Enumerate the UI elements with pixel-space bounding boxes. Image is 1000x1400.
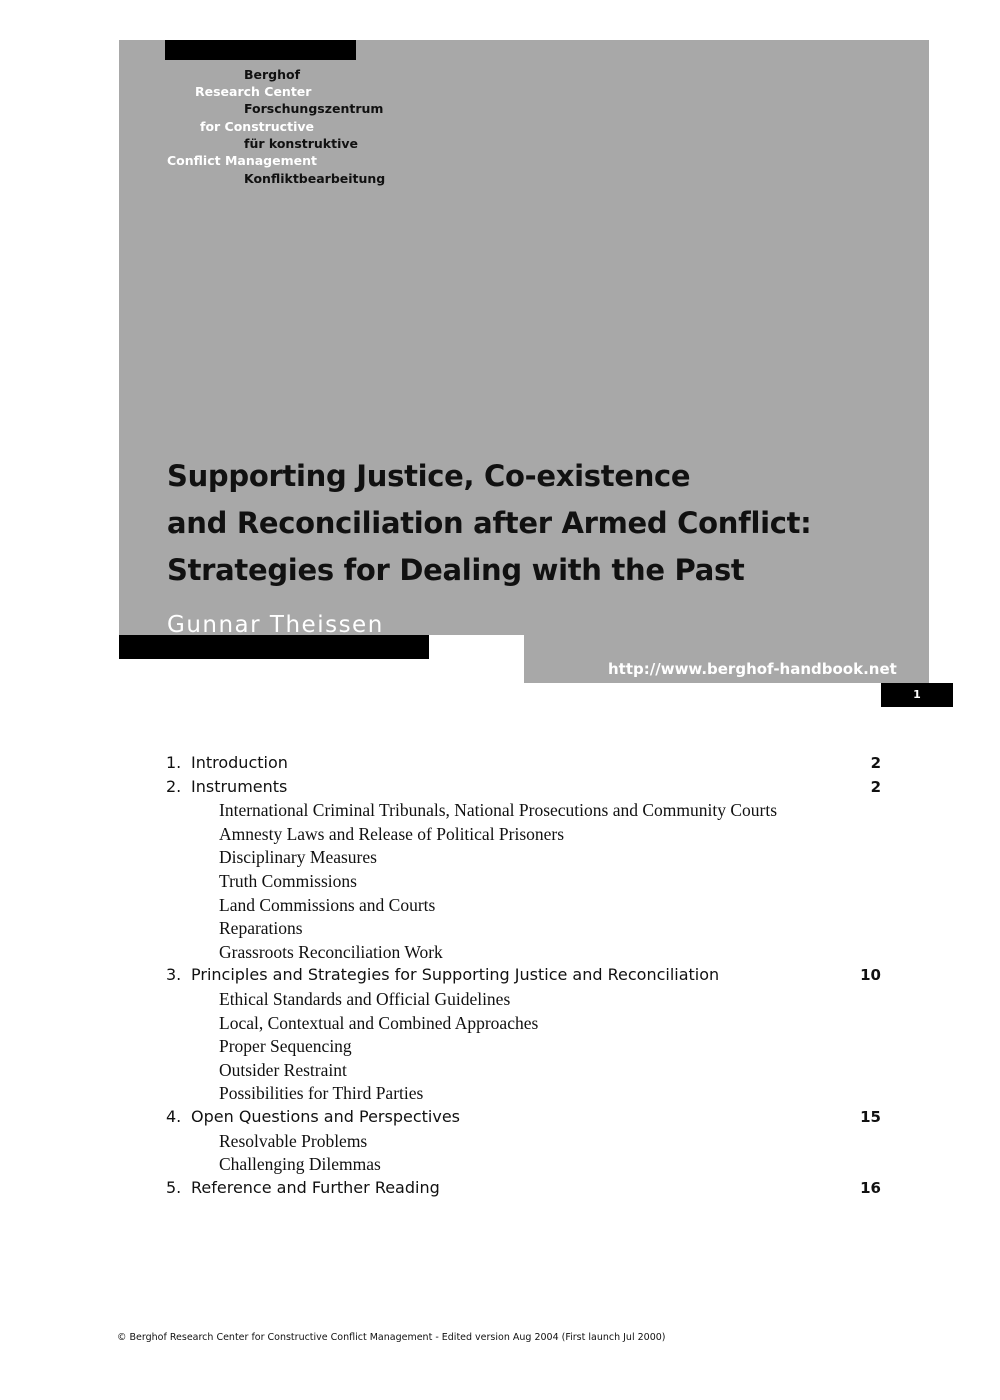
toc-entry-label: Disciplinary Measures [219,847,377,868]
toc-entry-label: Amnesty Laws and Release of Political Prisoners [219,823,565,844]
toc-entry-label: Outsider Restraint [219,1059,347,1080]
toc-entry-label: Resolvable Problems [219,1130,368,1151]
toc-page-number: 15 [860,1107,881,1126]
handbook-url[interactable]: http://www.berghof-handbook.net [608,660,897,678]
toc-subsection-entry[interactable] [165,869,885,893]
toc-entry-label: Local, Contextual and Combined Approaches [219,1012,539,1033]
toc-page-number: 16 [860,1178,881,1197]
logo-line-konfliktbearbeitung: Konfliktbearbeitung [244,171,386,186]
toc-entry-label: Challenging Dilemmas [219,1154,381,1175]
toc-section-entry[interactable] [165,751,885,775]
toc-page-number: 2 [870,777,881,796]
toc-entry-label: Introduction [191,753,288,772]
toc-section-entry[interactable] [165,1105,885,1129]
title-line-1: Supporting Justice, Co-existence [167,459,691,493]
toc-subsection-entry[interactable] [165,798,885,822]
logo-line-for-constructive: for Constructive [200,119,314,134]
toc-entry-label: Possibilities for Third Parties [219,1083,424,1104]
toc-section-number: 3. [166,965,182,985]
document-title [167,453,907,594]
copyright-footer: © Berghof Research Center for Constructive Conflict Management - Edited version Aug 2004 (First launch Jul 2000) [117,1332,666,1343]
author-name: Gunnar Theissen [167,612,384,638]
toc-subsection-entry[interactable] [165,1129,885,1153]
logo-line-berghof: Berghof [244,67,301,82]
toc-subsection-entry[interactable] [165,1152,885,1176]
toc-section-number: 4. [166,1106,182,1126]
toc-entry-label: Ethical Standards and Official Guidelines [219,988,511,1009]
table-of-contents [165,751,885,1199]
toc-section-entry[interactable] [165,1176,885,1200]
toc-section-number: 2. [166,776,182,796]
logo-line-forschungszentrum: Forschungszentrum [244,101,384,116]
toc-section-entry[interactable] [165,963,885,987]
toc-subsection-entry[interactable] [165,1081,885,1105]
logo-line-research-center: Research Center [195,84,312,99]
toc-entry-label: Open Questions and Perspectives [191,1106,460,1126]
toc-subsection-entry[interactable] [165,845,885,869]
logo-line-conflict-management: Conflict Management [167,153,317,168]
header-top-black-bar [165,40,356,60]
toc-entry-label: Truth Commissions [219,870,357,891]
page-number-badge: 1 [881,683,953,707]
toc-entry-label: International Criminal Tribunals, National Prosecutions and Community Courts [219,800,778,821]
toc-subsection-entry[interactable] [165,893,885,917]
toc-subsection-entry[interactable] [165,1058,885,1082]
toc-entry-label: Proper Sequencing [219,1036,352,1057]
toc-subsection-entry[interactable] [165,916,885,940]
toc-subsection-entry[interactable] [165,940,885,964]
logo-line-fuer-konstruktive: für konstruktive [244,136,358,151]
toc-entry-label: Land Commissions and Courts [219,894,436,915]
toc-entry-label: Reparations [219,918,303,939]
toc-entry-label: Reference and Further Reading [191,1177,440,1197]
title-line-3: Strategies for Dealing with the Past [167,553,745,587]
toc-subsection-entry[interactable] [165,1011,885,1035]
toc-entry-label: Grassroots Reconciliation Work [219,941,443,962]
title-line-2: and Reconciliation after Armed Conflict: [167,506,812,540]
toc-page-number: 2 [870,754,881,772]
toc-subsection-entry[interactable] [165,822,885,846]
toc-page-number: 10 [860,966,881,985]
toc-section-number: 5. [166,1177,182,1197]
toc-subsection-entry[interactable] [165,1034,885,1058]
toc-subsection-entry[interactable] [165,987,885,1011]
toc-section-number: 1. [166,753,182,772]
toc-entry-label: Instruments [191,776,288,796]
toc-section-entry[interactable] [165,775,885,799]
toc-entry-label: Principles and Strategies for Supporting Justice and Reconciliation [191,965,720,985]
